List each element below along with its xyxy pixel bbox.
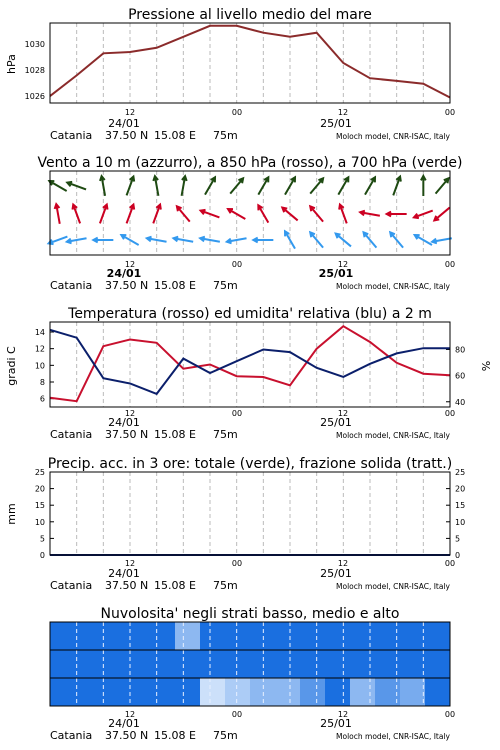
location-lon: 15.08 E [154,279,196,292]
cloud-cover-cell [125,650,151,678]
date-label: 25/01 [320,416,352,429]
cloud-cover-cell [275,678,301,706]
cloud-cover-cell [425,622,451,650]
location-lat: 37.50 N [105,428,149,441]
time-tick-label: 00 [231,409,243,418]
temperature-ytick: 8 [39,378,45,387]
time-tick-label: 00 [231,559,243,568]
time-tick-label: 12 [337,409,349,418]
time-tick-label: 00 [444,559,456,568]
cloud-cover-cell [75,650,101,678]
precipitation-ytick: 10 [34,517,45,527]
pressure-plot-frame [50,23,450,103]
time-tick-label: 12 [337,108,349,117]
temp-rh-plot-frame [50,322,450,407]
cloud-cover-cell [300,650,326,678]
cloud-cover-cell [300,622,326,650]
location-elevation: 75m [213,279,238,292]
time-tick-label: 00 [444,108,456,117]
pressure-ytick: 1026 [24,92,45,101]
wind-850-arrow [434,208,449,221]
time-tick-label: 12 [337,559,349,568]
precipitation-ytick: 0 [39,551,45,560]
temperature-ytick: 14 [34,328,45,337]
time-tick-label: 00 [231,710,243,719]
temperature-ylabel: gradi C [5,346,18,386]
time-tick-label: 00 [444,710,456,719]
cloud-cover-cell [275,650,301,678]
date-label: 25/01 [320,717,352,730]
cloud-cover-cell [325,678,351,706]
location-lat: 37.50 N [105,129,149,142]
wind-850-arrow [360,211,380,216]
time-tick-label: 12 [124,260,136,269]
cloud-cover-cell [425,650,451,678]
date-label: 25/01 [320,567,352,580]
cloud-cover-cell [75,678,101,706]
location-lat: 37.50 N [105,729,149,742]
cloud-cover-cell [275,622,301,650]
time-tick-label: 12 [124,559,136,568]
pressure-panel [5,7,455,142]
cloud-cover-cell [175,678,201,706]
location-elevation: 75m [213,428,238,441]
time-tick-label: 12 [124,710,136,719]
wind-700-arrow [436,178,449,193]
precipitation-ytick: 25 [455,468,466,477]
precipitation-ytick: 20 [34,484,45,494]
wind-panel [37,155,462,292]
time-tick-label: 12 [124,108,136,117]
cloud-cover-cell [250,650,276,678]
humidity-series-line [50,330,450,394]
wind-700-arrow [49,181,66,191]
cloud-cover-cell [400,650,426,678]
location-name: Catania [50,428,93,441]
precipitation-ytick: 20 [455,484,466,494]
location-line [50,428,238,441]
wind-850-arrow [228,209,245,219]
time-tick-label: 12 [337,260,349,269]
cloud-cover-title: Nuvolosita' negli strati basso, medio e alto [100,606,400,622]
pressure-ylabel: hPa [5,54,18,74]
cloud-cover-cell [175,622,201,650]
location-elevation: 75m [213,129,238,142]
temperature-series-line [50,326,450,401]
cloud-cover-cell [350,650,376,678]
cloud-cover-cell [300,678,326,706]
cloud-cover-cell [175,650,201,678]
pressure-series-line [50,26,450,98]
cloud-cover-cell [150,622,176,650]
temperature-ytick: 6 [39,394,45,404]
wind-10m-arrow [432,238,452,243]
humidity-ytick: 60 [455,371,466,381]
date-label: 24/01 [108,416,140,429]
humidity-ytick: 80 [455,345,466,355]
precipitation-ytick: 0 [455,551,461,560]
location-line [50,729,238,742]
precipitation-ytick: 5 [455,534,461,544]
humidity-ylabel: % [480,360,493,372]
precipitation-ytick: 5 [39,534,45,544]
cloud-cover-cell [325,622,351,650]
time-tick-label: 00 [444,409,456,418]
wind-700-arrow [182,176,187,196]
cloud-cover-cell [200,622,226,650]
cloud-cover-cell [225,678,251,706]
precipitation-ytick: 15 [455,501,466,511]
location-name: Catania [50,579,93,592]
location-lon: 15.08 E [154,129,196,142]
location-lat: 37.50 N [105,579,149,592]
cloud-cover-cell [350,622,376,650]
cloud-cover-cell [125,622,151,650]
wind-700-arrow [421,176,426,196]
precipitation-ytick: 25 [34,468,45,477]
cloud-cover-cell [150,650,176,678]
temp-rh-title: Temperatura (rosso) ed umidita' relativa (blu) a 2 m [68,306,432,322]
date-label: 25/01 [318,267,354,280]
precipitation-ytick: 10 [455,517,466,527]
date-label: 25/01 [320,117,352,130]
cloud-cover-panel [50,606,455,742]
precipitation-title: Precip. acc. in 3 ore: totale (verde), frazione solida (tratt.) [47,456,453,472]
precipitation-ytick: 15 [34,501,45,511]
wind-850-arrow [414,211,433,219]
precipitation-plot-frame [50,472,450,555]
model-credit: Moloch model, CNR-ISAC, Italy [336,132,450,141]
model-credit: Moloch model, CNR-ISAC, Italy [336,282,450,291]
location-name: Catania [50,129,93,142]
location-lon: 15.08 E [154,428,196,441]
model-credit: Moloch model, CNR-ISAC, Italy [336,582,450,591]
cloud-cover-cell [250,622,276,650]
wind-10m-arrow [49,237,68,245]
wind-title: Vento a 10 m (azzurro), a 850 hPa (rosso), a 700 hPa (verde) [37,155,463,171]
cloud-cover-cell [225,622,251,650]
cloud-cover-cell [50,622,76,650]
cloud-cover-cell [50,650,76,678]
location-name: Catania [50,279,93,292]
cloud-cover-cell [50,678,76,706]
cloud-cover-cell [400,678,426,706]
cloud-cover-cell [425,678,451,706]
pressure-ytick: 1030 [24,40,45,49]
temperature-humidity-panel [5,306,493,441]
cloud-cover-cell [200,650,226,678]
location-lat: 37.50 N [105,279,149,292]
cloud-cover-cell [125,678,151,706]
model-credit: Moloch model, CNR-ISAC, Italy [336,431,450,440]
temperature-ytick: 10 [34,361,45,371]
location-elevation: 75m [213,579,238,592]
cloud-cover-cell [250,678,276,706]
temperature-ytick: 12 [34,344,45,354]
location-line [50,579,238,592]
time-tick-label: 00 [231,260,243,269]
time-tick-label: 00 [444,260,456,269]
location-lon: 15.08 E [154,729,196,742]
date-label: 24/01 [108,117,140,130]
cloud-cover-cell [350,678,376,706]
cloud-cover-cell [200,678,226,706]
location-lon: 15.08 E [154,579,196,592]
date-label: 24/01 [108,567,140,580]
precipitation-ylabel: mm [5,503,18,525]
cloud-cover-cell [400,622,426,650]
location-line [50,279,238,292]
date-label: 24/01 [106,267,142,280]
cloud-cover-cell [225,650,251,678]
cloud-cover-cell [325,650,351,678]
model-credit: Moloch model, CNR-ISAC, Italy [336,732,450,741]
pressure-title: Pressione al livello medio del mare [128,7,372,23]
time-tick-label: 00 [231,108,243,117]
wind-700-arrow [100,176,105,196]
cloud-cover-cell [75,622,101,650]
wind-850-arrow [55,204,60,224]
cloud-cover-cell [150,678,176,706]
date-label: 24/01 [108,717,140,730]
location-name: Catania [50,729,93,742]
location-elevation: 75m [213,729,238,742]
humidity-ytick: 40 [455,397,466,407]
wind-700-arrow [153,176,158,196]
location-line [50,129,238,142]
time-tick-label: 12 [124,409,136,418]
time-tick-label: 12 [337,710,349,719]
wind-10m-arrow [285,231,295,248]
precipitation-panel [5,456,465,592]
pressure-ytick: 1028 [24,66,45,75]
